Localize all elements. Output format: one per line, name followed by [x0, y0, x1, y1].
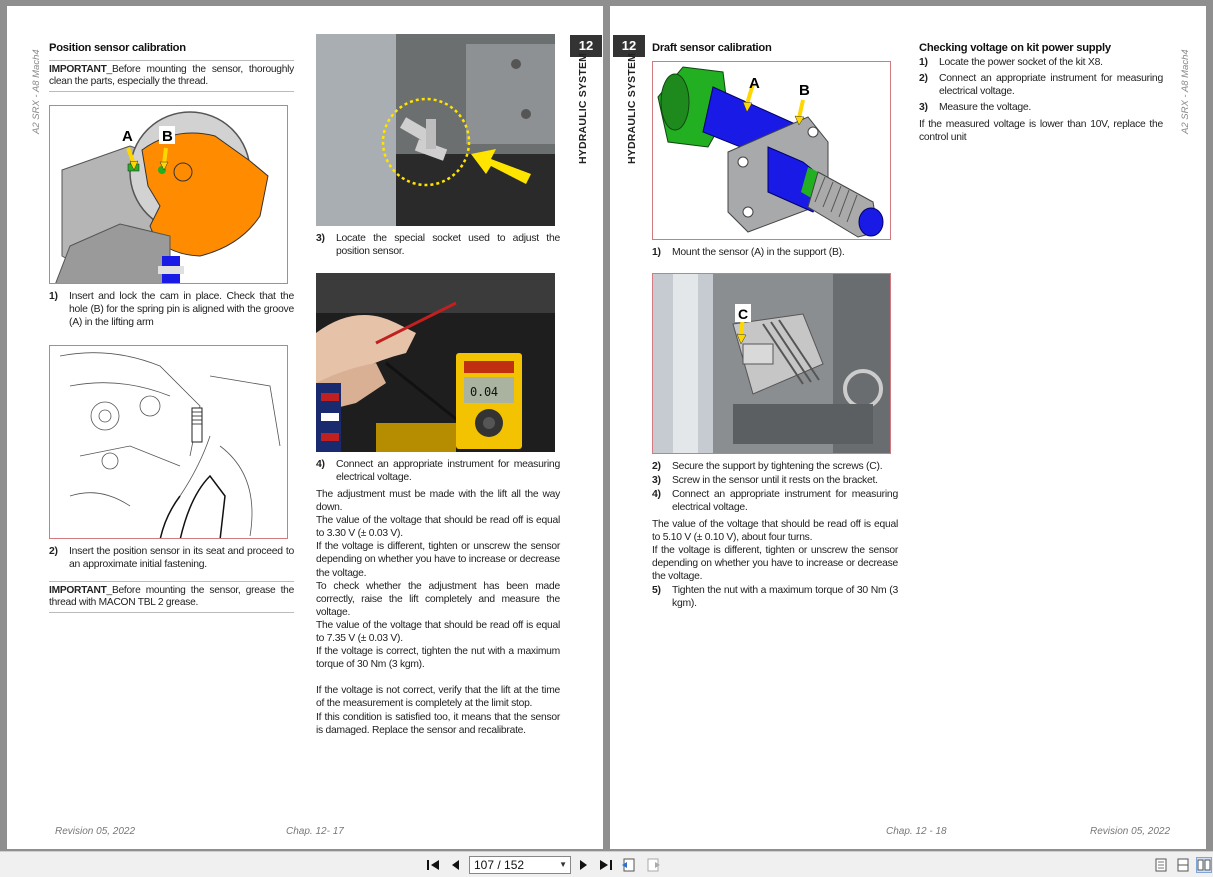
step-2: 2) Secure the support by tightening the screws (C). — [652, 461, 883, 473]
viewer-toolbar — [0, 851, 1213, 877]
step-4: 4) Connect an appropriate instrument for measuring electrical voltage. — [316, 459, 560, 483]
footer-page-ref: Chap. 12- 17 — [286, 826, 344, 837]
adjustment-text: The adjustment must be made with the lift all the way down. The value of the voltage that should be read off is equal to 3.30 V (± 0.03 V). If the voltage is different, tighten or unscrew the sensor depending on whether you have to increase or decrease the voltage. To check whether the adjustment has been made correctly, raise the lift completely and measure the voltage. The value of the voltage that should be read off is equal to 7.35 V (± 0.03 V). If the voltage is correct, tighten the nut with a maximum torque of 30 Nm (3 kgm). If the voltage is not correct, verify that the lift at the time of the measurement is completely at the limit stop. If this condition is satisfied too, it means that the sensor is damaged. Replace the sensor and recalibrate. — [316, 489, 560, 736]
step-1: 1) Insert and lock the cam in place. Check that the hole (B) for the spring pin is aligned with the groove (A) in the lifting arm — [49, 291, 294, 329]
cam-figure — [49, 105, 288, 284]
fig-label-a: A — [122, 128, 133, 146]
kit-voltage-note: If the measured voltage is lower than 10V, replace the control unit — [919, 119, 1163, 144]
step-2: 2) Insert the position sensor in its seat and proceed to an approximate initial fastening. — [49, 546, 294, 571]
left-column-2 — [316, 34, 560, 737]
multimeter-photo — [316, 273, 555, 452]
step-3: 3) Locate the special socket used to adjust the position sensor. — [316, 233, 560, 257]
right-page — [610, 6, 1206, 849]
chapter-number-tab: 12 — [570, 35, 602, 57]
section-heading: Draft sensor calibration — [652, 42, 772, 54]
page-number-select[interactable] — [469, 856, 571, 874]
right-column-2 — [919, 42, 1163, 144]
last-page-icon[interactable] — [598, 857, 614, 873]
side-title: A2 SRX - A8 Mach4 — [1180, 49, 1191, 134]
single-page-icon[interactable] — [1153, 857, 1169, 873]
section-heading-2: Checking voltage on kit power supply — [919, 42, 1111, 54]
left-page — [7, 6, 603, 849]
fig-label-b: B — [162, 128, 173, 146]
page-indicator: 107 / 152 — [474, 858, 525, 872]
fig-label-b: B — [799, 82, 810, 100]
important-label-2: IMPORTANT — [49, 585, 107, 597]
left-column-1 — [49, 42, 294, 613]
step-3: 3) Screw in the sensor until it rests on the bracket. — [652, 475, 878, 487]
important-note-2: IMPORTANT_Before mounting the sensor, grease the thread with MACON TBL 2 grease. — [49, 581, 294, 613]
fig-label-c: C — [738, 306, 748, 323]
prev-page-icon[interactable] — [447, 857, 463, 873]
step-1: 1) Mount the sensor (A) in the support (B). — [652, 247, 845, 259]
fig-label-a: A — [749, 75, 760, 93]
first-page-icon[interactable] — [425, 857, 441, 873]
important-text: Before mounting the sensor, thoroughly clean the parts, especially the thread. — [49, 64, 294, 88]
draft-sensor-illustration — [653, 62, 891, 240]
kit-step-3: 3) Measure the voltage. — [919, 102, 1032, 114]
right-column-1 — [652, 42, 898, 610]
voltage-value-text: The value of the voltage that should be read off is equal to 5.10 V (± 0.10 V), about four turns. — [652, 519, 898, 544]
step-4: 4) Connect an appropriate instrument for measuring electrical voltage. — [652, 489, 898, 514]
go-forward-icon[interactable] — [645, 857, 661, 873]
support-photo — [652, 273, 891, 454]
footer-revision: Revision 05, 2022 — [55, 826, 136, 837]
important-note: IMPORTANT_Before mounting the sensor, thoroughly clean the parts, especially the thread. — [49, 60, 294, 92]
adjust-text: If the voltage is different, tighten or unscrew the sensor depending on whether you have to increase or decrease the voltage. — [652, 545, 898, 583]
next-page-icon[interactable] — [576, 857, 592, 873]
continuous-page-icon[interactable] — [1175, 857, 1191, 873]
footer-revision: Revision 05, 2022 — [1090, 826, 1171, 837]
sensor-seat-figure — [49, 345, 288, 539]
socket-photo — [316, 34, 555, 226]
cam-illustration — [50, 106, 288, 284]
important-label: IMPORTANT — [49, 64, 107, 76]
kit-step-2: 2) Connect an appropriate instrument for measuring electrical voltage. — [919, 73, 1163, 98]
side-title: A2 SRX - A8 Mach4 — [31, 49, 42, 134]
important-text-2: Before mounting the sensor, grease the thread with MACON TBL 2 grease. — [49, 585, 294, 609]
footer-page-ref: Chap. 12 - 18 — [886, 826, 947, 837]
step-5: 5) Tighten the nut with a maximum torque of 30 Nm (3 kgm). — [652, 584, 898, 609]
facing-pages-icon[interactable] — [1196, 857, 1212, 873]
chapter-number-tab: 12 — [613, 35, 645, 57]
kit-step-1: 1) Locate the power socket of the kit X8. — [919, 57, 1103, 69]
go-back-icon[interactable] — [621, 857, 637, 873]
section-heading: Position sensor calibration — [49, 42, 186, 54]
chapter-title-vertical: HYDRAULIC SYSTEM — [626, 52, 638, 164]
draft-sensor-figure — [652, 61, 891, 240]
sensor-seat-drawing — [50, 346, 288, 539]
chapter-title-vertical: HYDRAULIC SYSTEM — [577, 52, 589, 164]
chevron-down-icon: ▼ — [559, 860, 567, 869]
multimeter-display: 0.04 — [470, 385, 498, 399]
